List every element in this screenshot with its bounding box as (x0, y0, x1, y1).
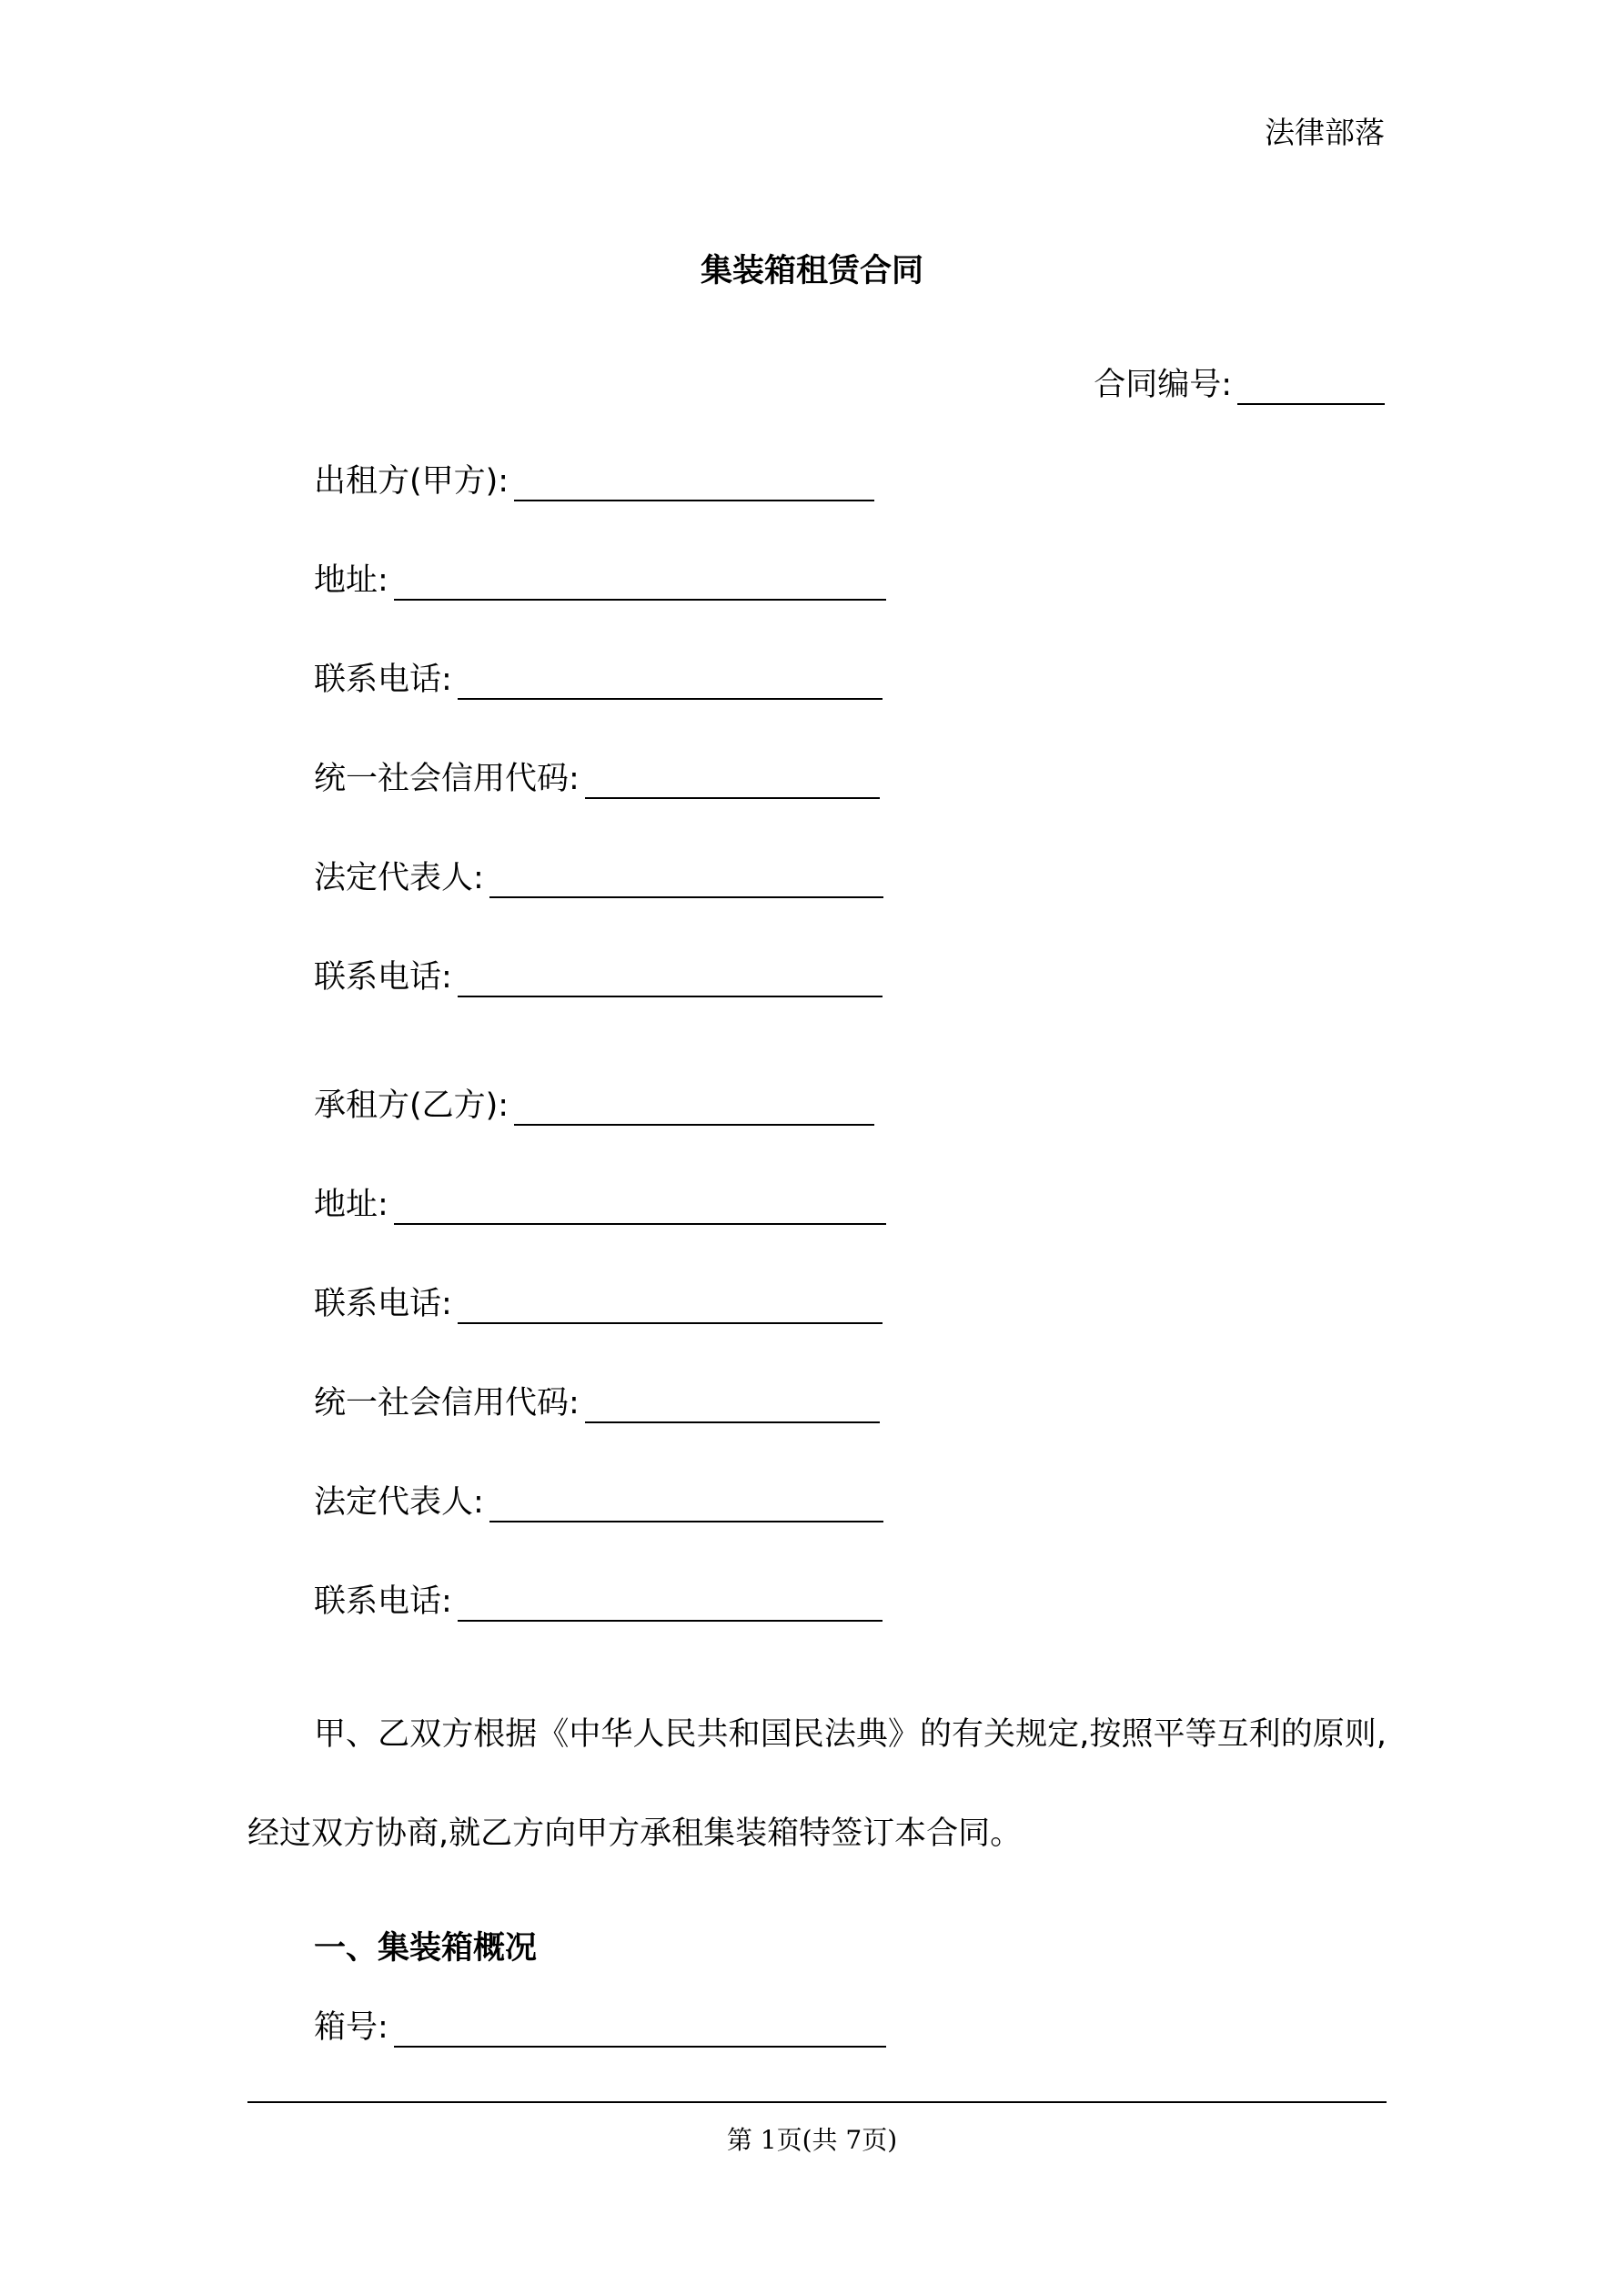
party-a-credit-code-label: 统一社会信用代码: (314, 761, 580, 797)
party-b-address-label: 地址: (314, 1187, 388, 1223)
preamble-paragraph: 甲、乙双方根据《中华人民共和国民法典》的有关规定,按照平等互利的原则,经过双方协商,就乙方向甲方承租集装箱特签订本合同。 (247, 1716, 1387, 1852)
party-a-credit-code-blank[interactable] (585, 766, 880, 799)
footer-divider (247, 2101, 1387, 2103)
page-indicator: 第 1页(共 7页) (726, 2125, 898, 2155)
party-a-name-blank[interactable] (514, 469, 874, 501)
party-b-credit-code-field (314, 1383, 880, 1423)
party-b-credit-code-label: 统一社会信用代码: (314, 1385, 580, 1421)
party-b-rep-phone-blank[interactable] (458, 1589, 883, 1622)
header-brand: 法律部落 (1265, 115, 1385, 150)
party-a-address-label: 地址: (314, 562, 388, 599)
party-b-phone-blank[interactable] (458, 1291, 883, 1324)
party-a-phone-blank[interactable] (458, 667, 883, 700)
contract-number-field (1094, 365, 1385, 405)
party-a-phone-label: 联系电话: (314, 662, 452, 698)
party-a-address-blank[interactable] (394, 568, 886, 601)
box-number-field (314, 2008, 886, 2048)
party-a-address-field (314, 561, 886, 601)
party-b-address-field (314, 1185, 886, 1225)
party-b-phone-field (314, 1284, 883, 1324)
box-number-label: 箱号: (314, 2009, 388, 2046)
contract-number-label: 合同编号: (1094, 367, 1232, 403)
party-b-rep-phone-label: 联系电话: (314, 1583, 452, 1620)
party-b-phone-label: 联系电话: (314, 1286, 452, 1322)
party-a-name-label: 出租方(甲方): (314, 463, 509, 500)
party-a-legal-rep-label: 法定代表人: (314, 860, 484, 896)
party-a-credit-code-field (314, 759, 880, 799)
party-b-rep-phone-field (314, 1582, 883, 1622)
document-title: 集装箱租赁合同 (700, 253, 923, 289)
box-number-blank[interactable] (394, 2015, 886, 2048)
party-a-rep-phone-blank[interactable] (458, 965, 883, 997)
party-a-rep-phone-field (314, 957, 883, 997)
party-b-credit-code-blank[interactable] (585, 1391, 880, 1423)
party-b-legal-rep-blank[interactable] (489, 1490, 883, 1522)
party-b-address-blank[interactable] (394, 1192, 886, 1225)
party-a-legal-rep-field (314, 858, 883, 898)
party-a-legal-rep-blank[interactable] (489, 865, 883, 898)
party-b-name-label: 承租方(乙方): (314, 1087, 509, 1124)
party-b-legal-rep-label: 法定代表人: (314, 1484, 484, 1521)
party-b-name-blank[interactable] (514, 1093, 874, 1126)
party-a-phone-field (314, 660, 883, 700)
section-1-heading: 一、集装箱概况 (314, 1930, 538, 1967)
party-a-name-field (314, 461, 874, 501)
party-a-rep-phone-label: 联系电话: (314, 959, 452, 996)
party-b-name-field (314, 1086, 874, 1126)
party-b-legal-rep-field (314, 1482, 883, 1522)
contract-number-blank[interactable] (1237, 372, 1385, 405)
